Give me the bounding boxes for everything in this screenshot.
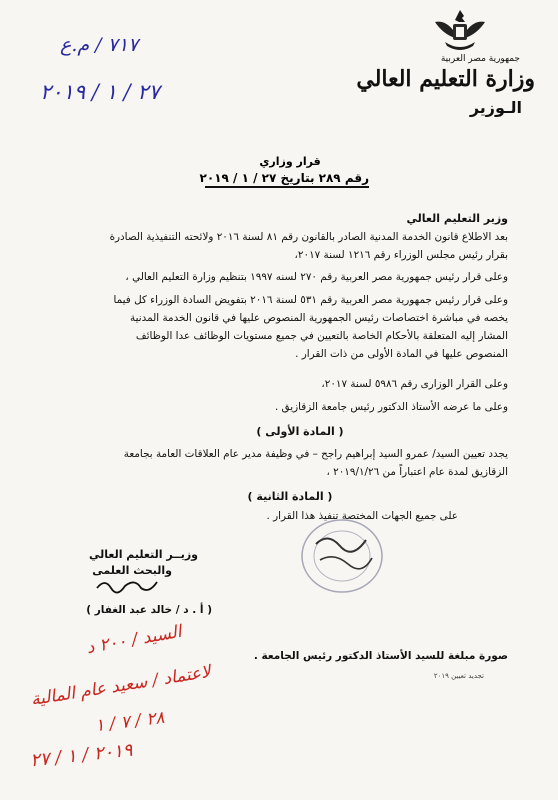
paragraph-1-line-2: بقرار رئيس مجلس الوزراء رقم ١٢١٦ لسنة ٢٠١٧، <box>294 249 508 261</box>
signatory-title-1: وزيــر التعليم العالي <box>88 548 198 561</box>
paragraph-4: وعلى القرار الوزارى رقم ٥٩٨٦ لسنة ٢٠١٧، <box>321 378 508 390</box>
handwritten-signature-icon <box>95 574 159 596</box>
article-2-title: ( المادة الثانية ) <box>247 490 333 503</box>
decree-title: قرار وزاري <box>259 155 321 168</box>
article-2-line-1: على جميع الجهات المختصة تنفيذ هذا القرار . <box>266 510 458 522</box>
article-1-title: ( المادة الأولى ) <box>256 425 344 438</box>
signatory-name: ( أ . د / خالد عبد الغفار ) <box>86 604 212 616</box>
signatory-title-2: والبحث العلمى <box>92 564 172 577</box>
paragraph-5: وعلى ما عرضه الأستاذ الدكتور رئيس جامعة الزقازيق . <box>274 401 508 413</box>
handwritten-number: ٧١٧ / م.ع <box>60 34 139 56</box>
paragraph-3-line-4: المنصوص عليها في المادة الأولى من ذات القرار . <box>295 348 508 360</box>
red-handwritten-note-3: ٢٨ / ٧ / ١ <box>94 707 166 737</box>
official-stamp-icon <box>296 514 388 598</box>
paragraph-2: وعلى قرار رئيس جمهورية مصر العربية رقم ٢٧٠ لسنه ١٩٩٧ بتنظيم وزارة التعليم العالي ، <box>125 271 508 283</box>
footer-note: تجديد تعيين ٢٠١٩ <box>433 672 484 680</box>
minister-heading: وزير التعليم العالي <box>406 212 508 225</box>
paragraph-3-line-1: وعلى قرار رئيس جمهورية مصر العربية رقم ٥٣١ لسنة ٢٠١٦ بتفويض السادة الوزراء كل فيما <box>113 294 508 306</box>
red-handwritten-note-2: لاعتماد / سعيد عام المالية <box>29 661 213 711</box>
eagle-emblem-icon <box>431 8 489 54</box>
decree-number-date: رقم ٢٨٩ بتاريخ ٢٧ / ١ / ٢٠١٩ <box>205 171 369 188</box>
handwritten-date: ٢٧ / ١ / ٢٠١٩ <box>40 80 160 104</box>
paragraph-3-line-2: يخصه في مباشرة اختصاصات رئيس الجمهورية المنصوص عليها في قانون الخدمة المدنية <box>130 312 508 324</box>
republic-label: جمهورية مصر العربية <box>440 54 520 64</box>
ministry-title: وزارة التعليم العالي <box>356 66 535 92</box>
article-1-line-2: الزقازيق لمدة عام اعتباراً من ٢٠١٩/١/٢٦ ، <box>326 466 508 478</box>
red-handwritten-note-4: ٢٠١٩ / ١ / ٢٧ <box>29 739 134 772</box>
paragraph-1-line-1: بعد الاطلاع قانون الخدمة المدنية الصادر بالقانون رقم ٨١ لسنة ٢٠١٦ ولائحته التنفيذية الصادرة <box>109 231 508 243</box>
article-1-line-1: يجدد تعيين السيد/ عمرو السيد إبراهيم راجح – في وظيفة مدير عام العلاقات العامة بجامعة <box>123 448 508 460</box>
red-handwritten-note-1: السيد / ٢٠٠ د <box>84 621 184 659</box>
copy-to-notice: صورة مبلغة للسيد الأستاذ الدكتور رئيس الجامعة . <box>253 650 508 662</box>
minister-title: الـوزير <box>469 98 522 117</box>
paragraph-3-line-3: المشار إليه المتعلقة بالأحكام الخاصة بالتعيين في جميع مستويات الوظائف عدا الوظائف <box>135 330 508 342</box>
